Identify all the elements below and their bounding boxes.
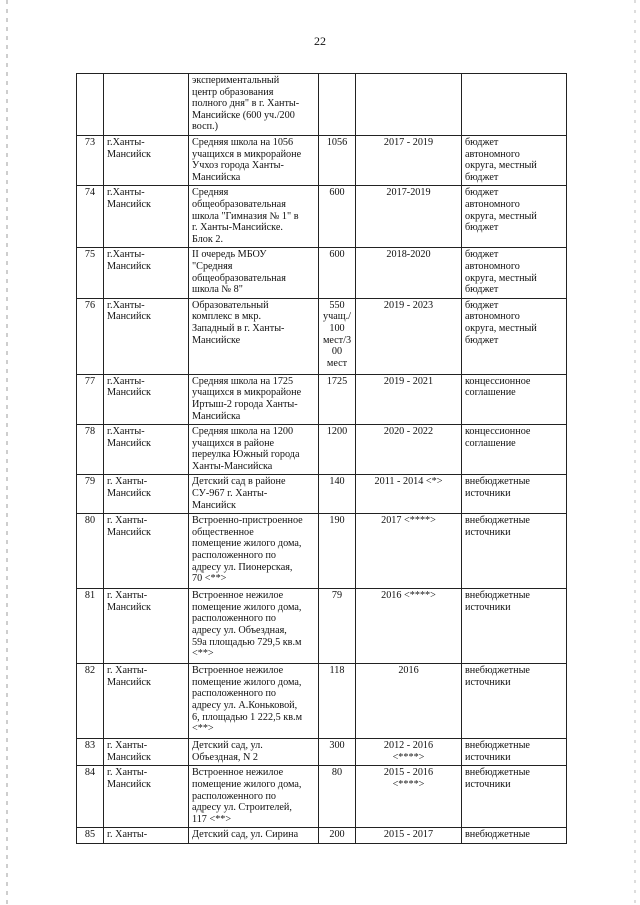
row-locality bbox=[104, 74, 189, 136]
table-row bbox=[77, 74, 567, 136]
row-locality: г. Ханты- Мансийск bbox=[104, 739, 189, 766]
scan-edge-left bbox=[6, 0, 8, 905]
row-capacity: 1056 bbox=[319, 135, 356, 185]
row-locality: г. Ханты- Мансийск bbox=[104, 475, 189, 514]
row-funding-source: внебюджетные источники bbox=[462, 589, 567, 664]
table-row bbox=[77, 135, 567, 185]
row-funding-source: концессионное соглашение bbox=[462, 425, 567, 475]
row-number: 80 bbox=[77, 514, 104, 589]
row-period: 2015 - 2017 bbox=[356, 828, 462, 844]
row-period: 2017 - 2019 bbox=[356, 135, 462, 185]
row-funding-source: внебюджетные источники bbox=[462, 475, 567, 514]
row-number: 76 bbox=[77, 298, 104, 374]
row-period: 2018-2020 bbox=[356, 248, 462, 298]
row-facility: Средняя школа на 1056 учащихся в микрорайоне Учхоз города Ханты- Мансийска bbox=[189, 135, 319, 185]
table-row bbox=[77, 374, 567, 424]
row-facility: Средняя школа на 1200 учащихся в районе переулка Южный города Ханты-Мансийска bbox=[189, 425, 319, 475]
table-row bbox=[77, 828, 567, 844]
row-number: 81 bbox=[77, 589, 104, 664]
row-period: 2017-2019 bbox=[356, 186, 462, 248]
table-row bbox=[77, 425, 567, 475]
row-number: 73 bbox=[77, 135, 104, 185]
row-period: 2019 - 2021 bbox=[356, 374, 462, 424]
row-funding-source: бюджет автономного округа, местный бюджет bbox=[462, 298, 567, 374]
table-row bbox=[77, 186, 567, 248]
row-period: 2015 - 2016 <****> bbox=[356, 766, 462, 828]
row-period: 2020 - 2022 bbox=[356, 425, 462, 475]
row-number: 75 bbox=[77, 248, 104, 298]
row-funding-source: внебюджетные источники bbox=[462, 766, 567, 828]
row-locality: г.Ханты- Мансийск bbox=[104, 374, 189, 424]
row-funding-source: концессионное соглашение bbox=[462, 374, 567, 424]
row-facility: экспериментальный центр образования полного дня" в г. Ханты- Мансийске (600 уч./200 восп.) bbox=[189, 74, 319, 136]
row-locality: г.Ханты- Мансийск bbox=[104, 248, 189, 298]
row-number: 78 bbox=[77, 425, 104, 475]
row-locality: г.Ханты- Мансийск bbox=[104, 298, 189, 374]
row-funding-source: внебюджетные источники bbox=[462, 739, 567, 766]
row-number: 83 bbox=[77, 739, 104, 766]
facilities-table bbox=[76, 73, 567, 844]
row-capacity: 200 bbox=[319, 828, 356, 844]
row-number: 84 bbox=[77, 766, 104, 828]
row-facility: Встроенное нежилое помещение жилого дома, расположенного по адресу ул. Объездная, 59а площадью 729,5 кв.м <**> bbox=[189, 589, 319, 664]
row-capacity: 118 bbox=[319, 664, 356, 739]
row-locality: г.Ханты- Мансийск bbox=[104, 425, 189, 475]
row-facility: Встроенно-пристроенное общественное помещение жилого дома, расположенного по адресу ул. Пионерская, 70 <**> bbox=[189, 514, 319, 589]
row-facility: Детский сад, ул. Объездная, N 2 bbox=[189, 739, 319, 766]
row-facility: Детский сад в районе СУ-967 г. Ханты- Мансийск bbox=[189, 475, 319, 514]
table-row bbox=[77, 298, 567, 374]
table-row bbox=[77, 664, 567, 739]
row-period: 2012 - 2016 <****> bbox=[356, 739, 462, 766]
row-number: 85 bbox=[77, 828, 104, 844]
row-funding-source: внебюджетные bbox=[462, 828, 567, 844]
row-funding-source: внебюджетные источники bbox=[462, 664, 567, 739]
row-locality: г. Ханты- Мансийск bbox=[104, 766, 189, 828]
row-number: 74 bbox=[77, 186, 104, 248]
table-row bbox=[77, 766, 567, 828]
row-capacity: 80 bbox=[319, 766, 356, 828]
row-capacity: 1725 bbox=[319, 374, 356, 424]
row-funding-source: внебюджетные источники bbox=[462, 514, 567, 589]
row-facility: Встроенное нежилое помещение жилого дома, расположенного по адресу ул. А.Коньковой, 6, площадью 1 222,5 кв.м <**> bbox=[189, 664, 319, 739]
row-locality: г. Ханты- Мансийск bbox=[104, 664, 189, 739]
row-locality: г.Ханты- Мансийск bbox=[104, 186, 189, 248]
scan-edge-right bbox=[634, 0, 636, 905]
row-capacity: 190 bbox=[319, 514, 356, 589]
page-number: 22 bbox=[314, 34, 326, 48]
row-facility: Средняя школа на 1725 учащихся в микрорайоне Иртыш-2 города Ханты- Мансийска bbox=[189, 374, 319, 424]
row-capacity: 79 bbox=[319, 589, 356, 664]
row-capacity: 600 bbox=[319, 186, 356, 248]
row-period bbox=[356, 74, 462, 136]
row-number: 82 bbox=[77, 664, 104, 739]
row-period: 2016 bbox=[356, 664, 462, 739]
table-row bbox=[77, 514, 567, 589]
row-period: 2017 <****> bbox=[356, 514, 462, 589]
row-capacity: 550 учащ./ 100 мест/3 00 мест bbox=[319, 298, 356, 374]
row-locality: г.Ханты- Мансийск bbox=[104, 135, 189, 185]
row-capacity bbox=[319, 74, 356, 136]
table-row bbox=[77, 739, 567, 766]
row-facility: Средняя общеобразовательная школа "Гимназия № 1" в г. Ханты-Мансийске. Блок 2. bbox=[189, 186, 319, 248]
row-capacity: 600 bbox=[319, 248, 356, 298]
row-number: 77 bbox=[77, 374, 104, 424]
row-facility: Детский сад, ул. Сирина bbox=[189, 828, 319, 844]
row-capacity: 140 bbox=[319, 475, 356, 514]
row-number bbox=[77, 74, 104, 136]
row-funding-source: бюджет автономного округа, местный бюджет bbox=[462, 248, 567, 298]
row-number: 79 bbox=[77, 475, 104, 514]
row-locality: г. Ханты- Мансийск bbox=[104, 589, 189, 664]
table-row bbox=[77, 475, 567, 514]
row-funding-source: бюджет автономного округа, местный бюджет bbox=[462, 135, 567, 185]
row-funding-source: бюджет автономного округа, местный бюджет bbox=[462, 186, 567, 248]
row-period: 2011 - 2014 <*> bbox=[356, 475, 462, 514]
row-locality: г. Ханты- Мансийск bbox=[104, 514, 189, 589]
row-period: 2016 <****> bbox=[356, 589, 462, 664]
row-facility: II очередь МБОУ "Средняя общеобразовательная школа № 8" bbox=[189, 248, 319, 298]
row-capacity: 1200 bbox=[319, 425, 356, 475]
row-facility: Образовательный комплекс в мкр. Западный в г. Ханты- Мансийске bbox=[189, 298, 319, 374]
row-facility: Встроенное нежилое помещение жилого дома, расположенного по адресу ул. Строителей, 117 <**> bbox=[189, 766, 319, 828]
table-row bbox=[77, 589, 567, 664]
row-locality: г. Ханты- bbox=[104, 828, 189, 844]
row-funding-source bbox=[462, 74, 567, 136]
table-row bbox=[77, 248, 567, 298]
row-capacity: 300 bbox=[319, 739, 356, 766]
row-period: 2019 - 2023 bbox=[356, 298, 462, 374]
